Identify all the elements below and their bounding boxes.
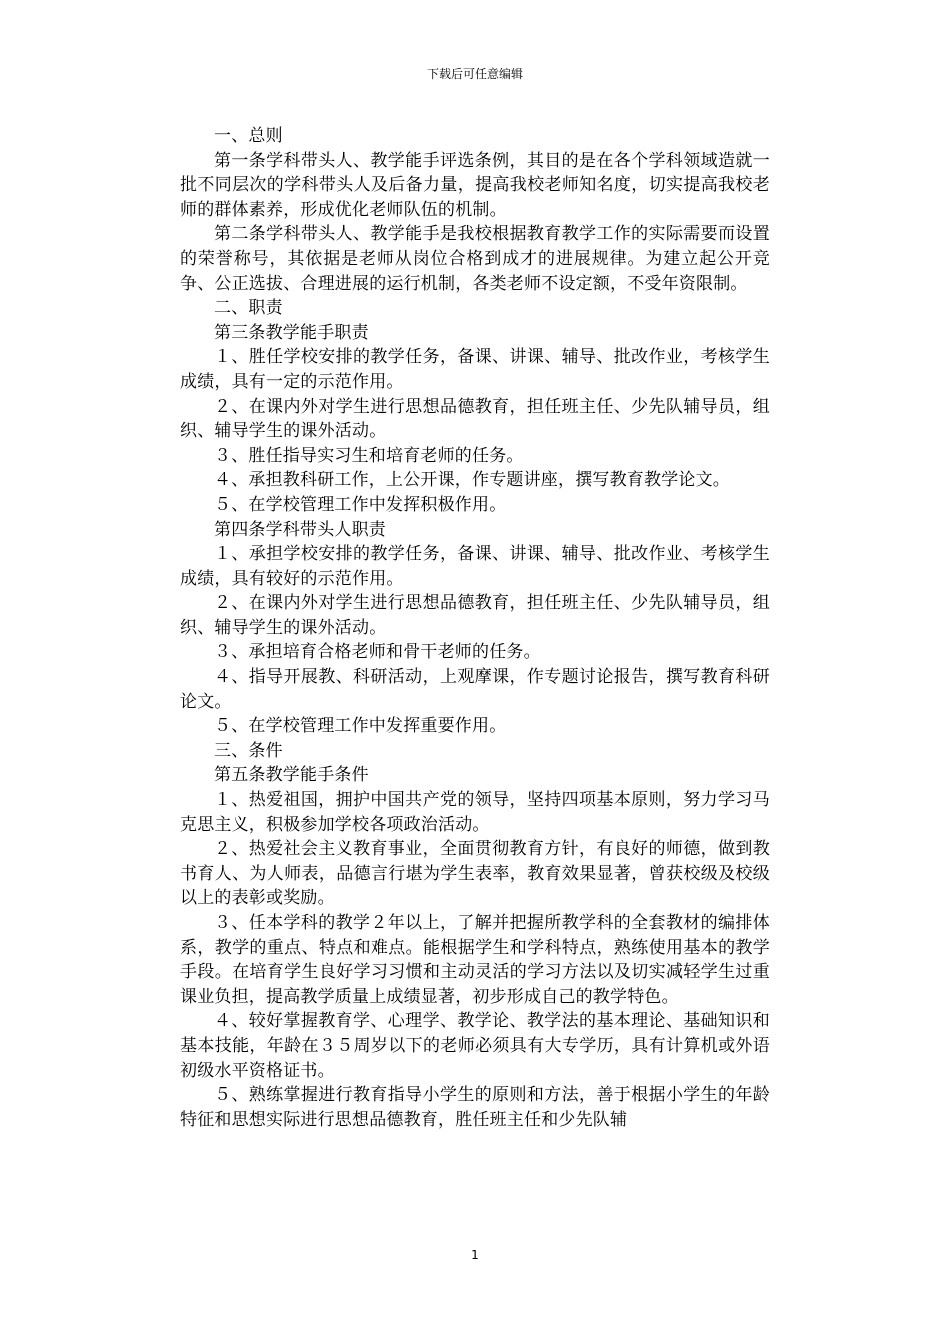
section-heading-duties: 二、职责 xyxy=(214,298,283,319)
article-3-item-1: １、胜任学校安排的教学任务，备课、讲课、辅导、批改作业，考核学生成绩，具有一定的示范作用。 xyxy=(180,347,770,392)
article-4-item-1: １、承担学校安排的教学任务，备课、讲课、辅导、批改作业、考核学生成绩，具有较好的示范作用。 xyxy=(180,544,770,589)
article-3-item-2: ２、在课内外对学生进行思想品德教育，担任班主任、少先队辅导员，组织、辅导学生的课外活动。 xyxy=(180,396,770,442)
article-5-item-2: ２、热爱社会主义教育事业，全面贯彻教育方针，有良好的师德，做到教书育人、为人师表，品德言行堪为学生表率，教育效果显著，曾获校级及校级以上的表彰或奖励。 xyxy=(180,839,770,909)
article-4-item-2: ２、在课内外对学生进行思想品德教育，担任班主任、少先队辅导员，组织、辅导学生的课外活动。 xyxy=(180,593,770,638)
article-5-heading: 第五条教学能手条件 xyxy=(214,765,369,786)
article-5-item-5: ５、熟练掌握进行教育指导小学生的原则和方法，善于根据小学生的年龄特征和思想实际进行思想品德教育，胜任班主任和少先队辅 xyxy=(180,1085,770,1130)
article-3-item-3: ３、胜任指导实习生和培育老师的任务。 xyxy=(214,445,524,466)
article-4-heading: 第四条学科带头人职责 xyxy=(214,519,386,540)
section-heading-conditions: 三、条件 xyxy=(214,740,283,761)
article-3-item-4: ４、承担教科研工作，上公开课，作专题讲座，撰写教育教学论文。 xyxy=(214,470,730,491)
article-2: 第二条学科带头人、教学能手是我校根据教育教学工作的实际需要而设置的荣誉称号，其依据是老师从岗位合格到成才的进展规律。为建立起公开竞争、公正选拔、合理进展的运行机制，各类老师不设定额，不受年资限制。 xyxy=(180,224,770,294)
article-5-item-4: ４、较好掌握教育学、心理学、教学论、教学法的基本理论、基础知识和基本技能，年龄在３５周岁以下的老师必须具有大专学历，具有计算机或外语初级水平资格证书。 xyxy=(180,1011,770,1081)
article-1: 第一条学科带头人、教学能手评选条例，其目的是在各个学科领域造就一批不同层次的学科带头人及后备力量，提高我校老师知名度，切实提高我校老师的群体素养，形成优化老师队伍的机制。 xyxy=(180,150,770,220)
page-header: 下载后可任意编辑 xyxy=(426,67,523,81)
article-4-item-4: ４、指导开展教、科研活动，上观摩课，作专题讨论报告，撰写教育科研论文。 xyxy=(180,667,770,712)
article-3-item-5: ５、在学校管理工作中发挥积极作用。 xyxy=(214,494,507,515)
article-4-item-3: ３、承担培育合格老师和骨干老师的任务。 xyxy=(214,642,541,663)
document-body xyxy=(180,124,770,1132)
section-heading-general: 一、总则 xyxy=(214,126,283,146)
article-4-item-5: ５、在学校管理工作中发挥重要作用。 xyxy=(214,716,507,737)
article-3-heading: 第三条教学能手职责 xyxy=(214,322,369,343)
article-5-item-3: ３、任本学科的教学２年以上，了解并把握所教学科的全套教材的编排体系，教学的重点、特点和难点。能根据学生和学科特点，熟练使用基本的教学手段。在培育学生良好学习习惯和主动灵活的学习方法以及切实减轻学生过重课业负担，提高教学质量上成绩显著，初步形成自己的教学特色。 xyxy=(180,913,770,1007)
article-5-item-1: １、热爱祖国，拥护中国共产党的领导，坚持四项基本原则，努力学习马克思主义，积极参加学校各项政治活动。 xyxy=(180,790,770,835)
page-number: 1 xyxy=(471,1248,479,1262)
